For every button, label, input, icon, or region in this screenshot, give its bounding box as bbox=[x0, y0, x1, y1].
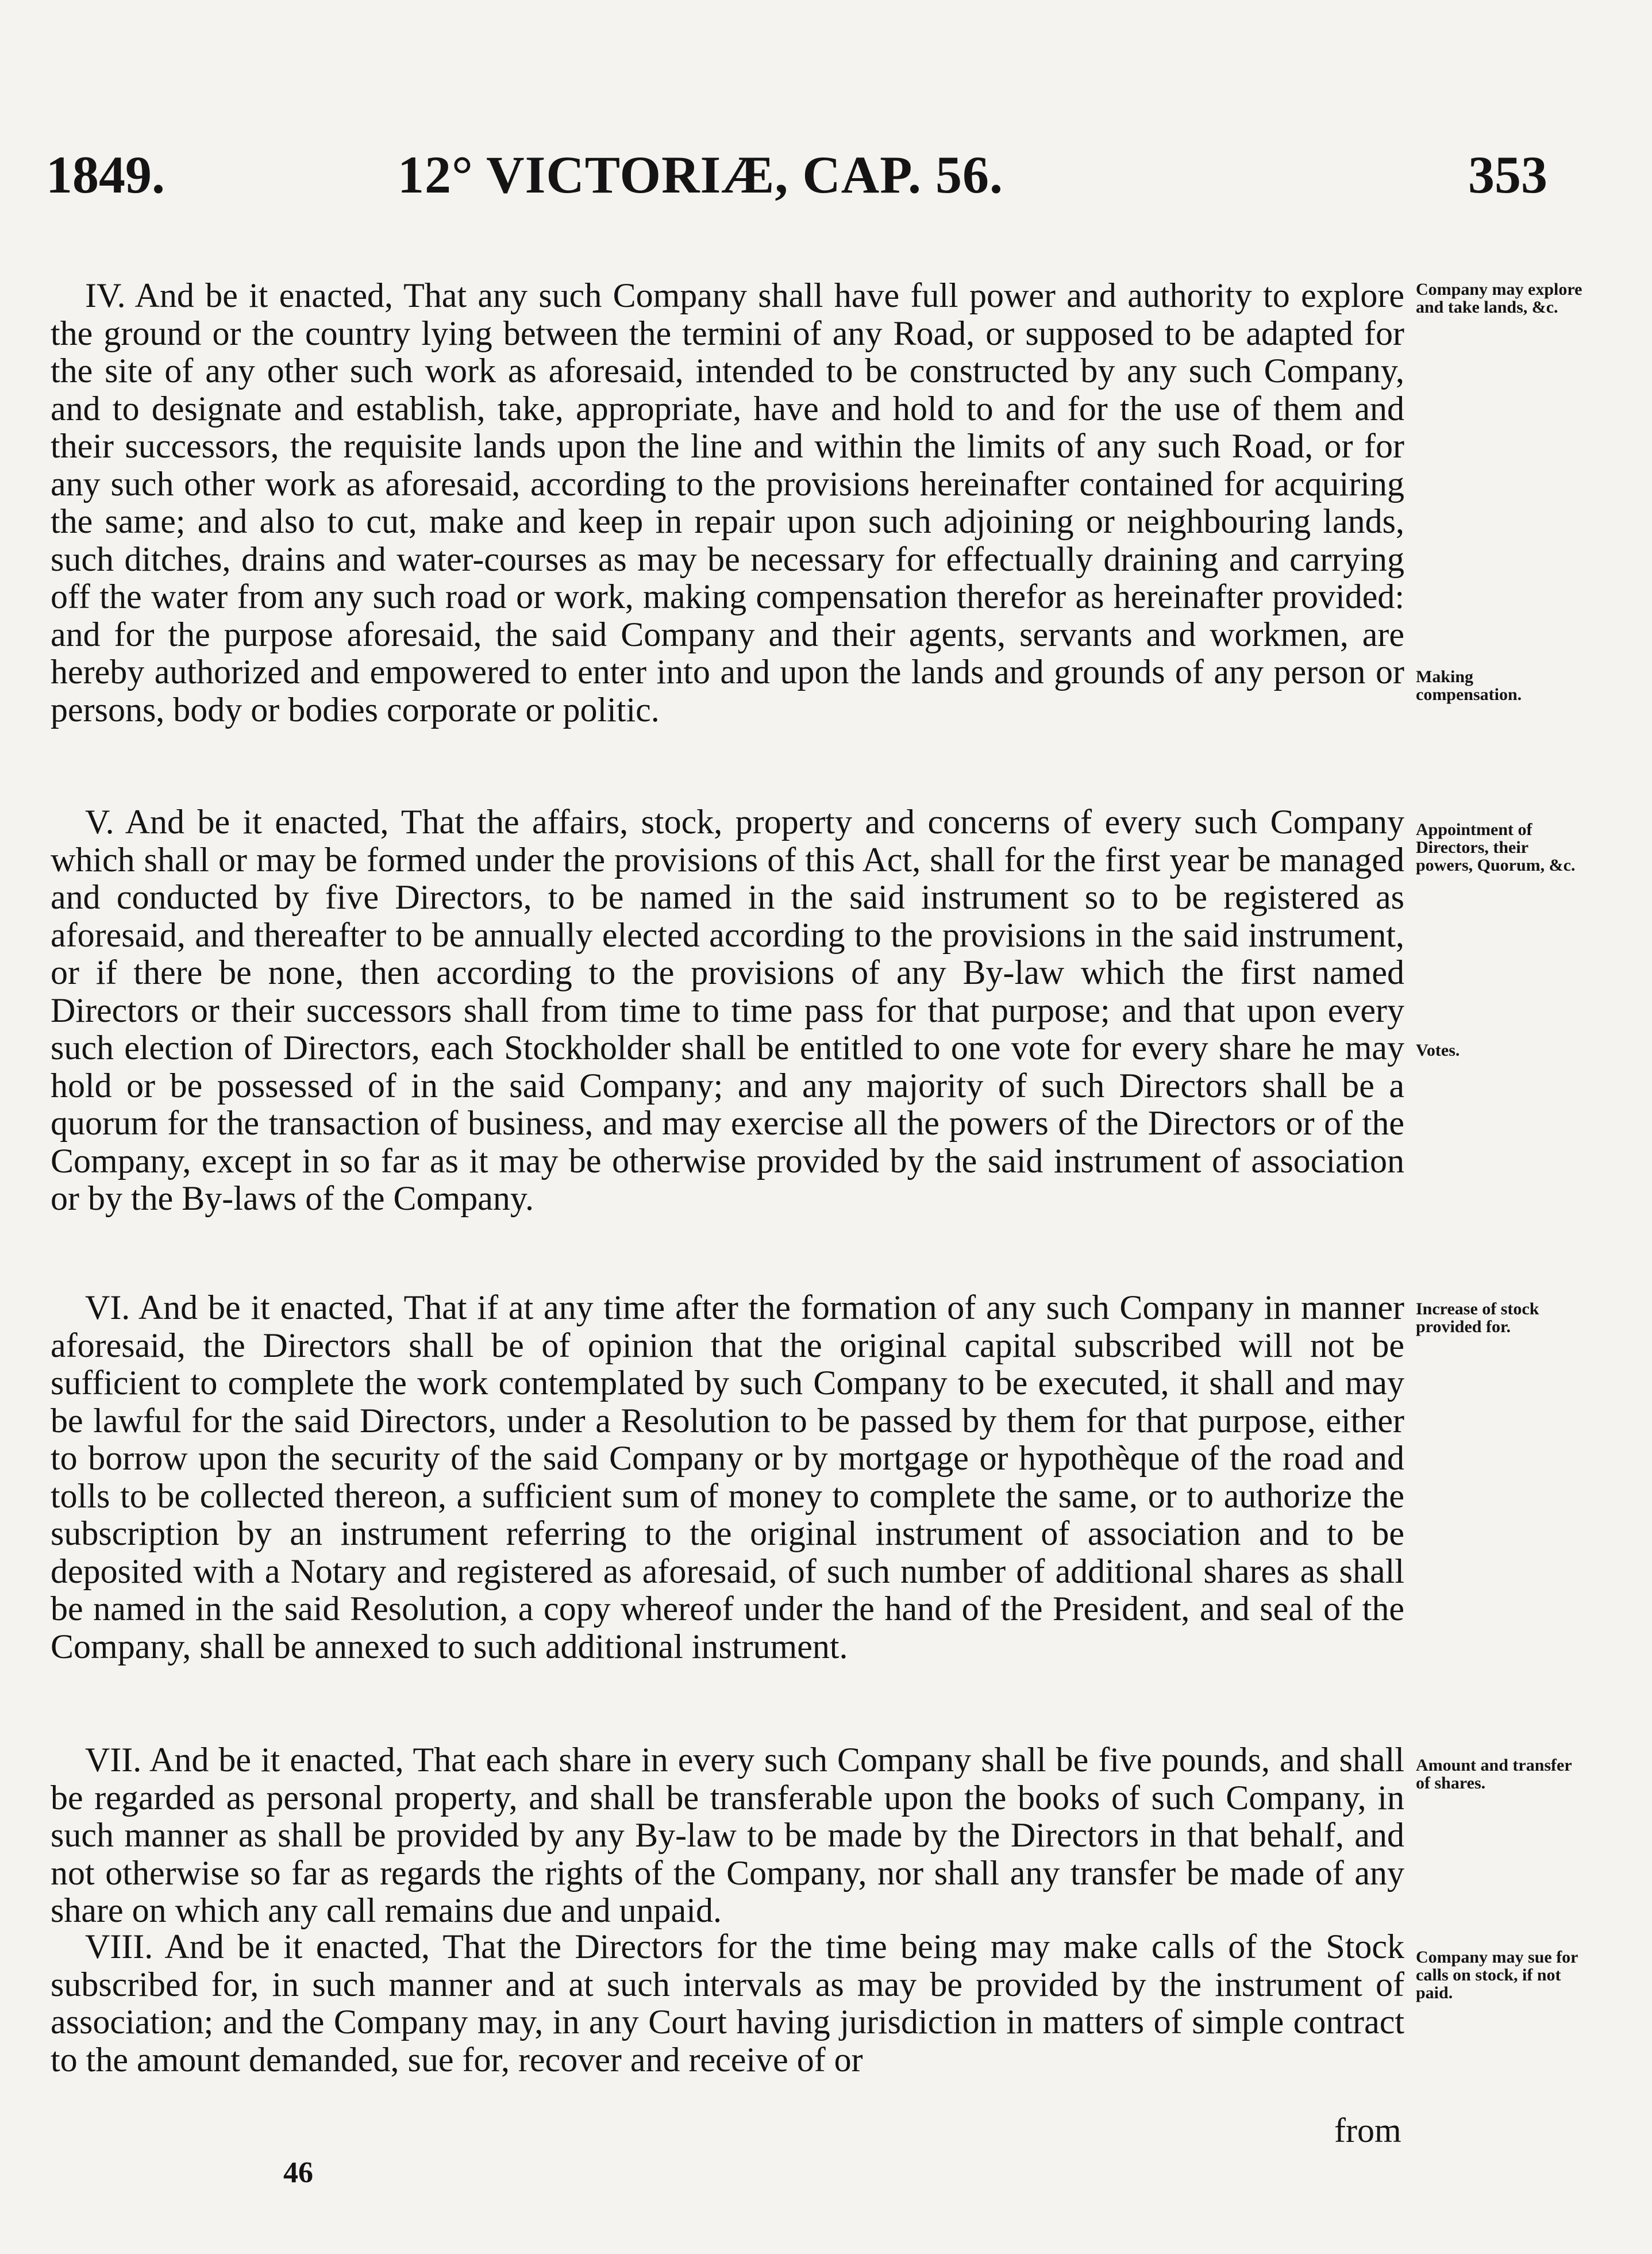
section-viii bbox=[51, 1928, 1404, 2079]
section-iv-text: IV. And be it enacted, That any such Company shall have full power and authority to explore the ground or the country lying between the termini of any Road, or supposed to be adapted for the site of any other such work as aforesaid, intended to be constructed by any such Company, and to designate and establish, take, appropriate, have and hold to and for the use of them and their successors, the requisite lands upon the line and within the limits of any such Road, or for any such other work as aforesaid, according to the provisions hereinafter contained for acquiring the same; and also to cut, make and keep in repair upon such adjoining or neighbouring lands, such ditches, drains and water-courses as may be necessary for effectually draining and carrying off the water from any such road or work, making compensation therefor as hereinafter provided: and for the purpose aforesaid, the said Company and their agents, servants and workmen, are hereby authorized and empowered to enter into and upon the lands and grounds of any person or persons, body or bodies corporate or politic. bbox=[51, 276, 1404, 729]
margin-note-votes: Votes. bbox=[1416, 1041, 1460, 1060]
section-vi bbox=[51, 1289, 1404, 1666]
section-vi-text: VI. And be it enacted, That if at any time after the formation of any such Company in manner aforesaid, the Directors shall be of opinion that the original capital subscribed will not be sufficient to complete the work contemplated by such Company to be executed, it shall and may be lawful for the said Directors, under a Resolution to be passed by them for that purpose, either to borrow upon the security of the said Company or by mortgage or hypothèque of the road and tolls to be collected thereon, a sufficient sum of money to complete the same, or to authorize the subscription by an instrument referring to the original instrument of association and to be deposited with a Notary and registered as aforesaid, of such number of additional shares as shall be named in the said Resolution, a copy whereof under the hand of the President, and seal of the Company, shall be annexed to such additional instrument. bbox=[51, 1288, 1404, 1666]
margin-note-increase-stock: Increase of stock provided for. bbox=[1416, 1299, 1539, 1336]
margin-note-shares: Amount and transfer of shares. bbox=[1416, 1756, 1572, 1793]
section-viii-text: VIII. And be it enacted, That the Directors for the time being may make calls of the Stock subscribed for, in such manner and at such intervals as may be provided by the instrument of association; and the Company may, in any Court having jurisdiction in matters of simple contract to the amount demanded, sue for, recover and receive of or bbox=[51, 1928, 1404, 2079]
header-title: 12° VICTORIÆ, CAP. 56. bbox=[398, 145, 1003, 204]
section-v-text: V. And be it enacted, That the affairs, stock, property and concerns of every such Company which shall or may be formed under the provisions of this Act, shall for the first year be managed and conducted by five Directors, to be named in the said instrument so to be registered as aforesaid, and thereafter to be annually elected according to the provisions in the said instrument, or if there be none, then according to the provisions of any By-law which the first named Directors or their successors shall from time to time pass for that purpose; and that upon every such election of Directors, each Stockholder shall be entitled to one vote for every share he may hold or be possessed of in the said Company; and any majority of such Directors shall be a quorum for the transaction of business, and may exercise all the powers of the Directors or of the Company, except in so far as it may be otherwise provided by the said instrument of association or by the By-laws of the Company. bbox=[51, 803, 1404, 1217]
page-number: 353 bbox=[1468, 145, 1547, 204]
margin-note-calls: Company may sue for calls on stock, if not paid. bbox=[1416, 1948, 1578, 2002]
signature-mark: 46 bbox=[283, 2156, 313, 2189]
margin-note-compensation: Making compensation. bbox=[1416, 667, 1522, 704]
section-vii-text: VII. And be it enacted, That each share in every such Company shall be five pounds, and shall be regarded as personal property, and shall be transferable upon the books of such Company, in such manner as shall be provided by any By-law to be made by the Directors in that behalf, and not otherwise so far as regards the rights of the Company, nor shall any transfer be made of any share on which any call remains due and unpaid. bbox=[51, 1741, 1404, 1929]
margin-note-explore-lands: Company may explore and take lands, &c. bbox=[1416, 280, 1582, 317]
section-vii bbox=[51, 1741, 1404, 1930]
catchword: from bbox=[1334, 2111, 1401, 2149]
margin-note-directors: Appointment of Directors, their powers, Quorum, &c. bbox=[1416, 820, 1576, 875]
section-iv bbox=[51, 277, 1404, 729]
header-year: 1849. bbox=[46, 145, 165, 204]
section-v bbox=[51, 803, 1404, 1218]
